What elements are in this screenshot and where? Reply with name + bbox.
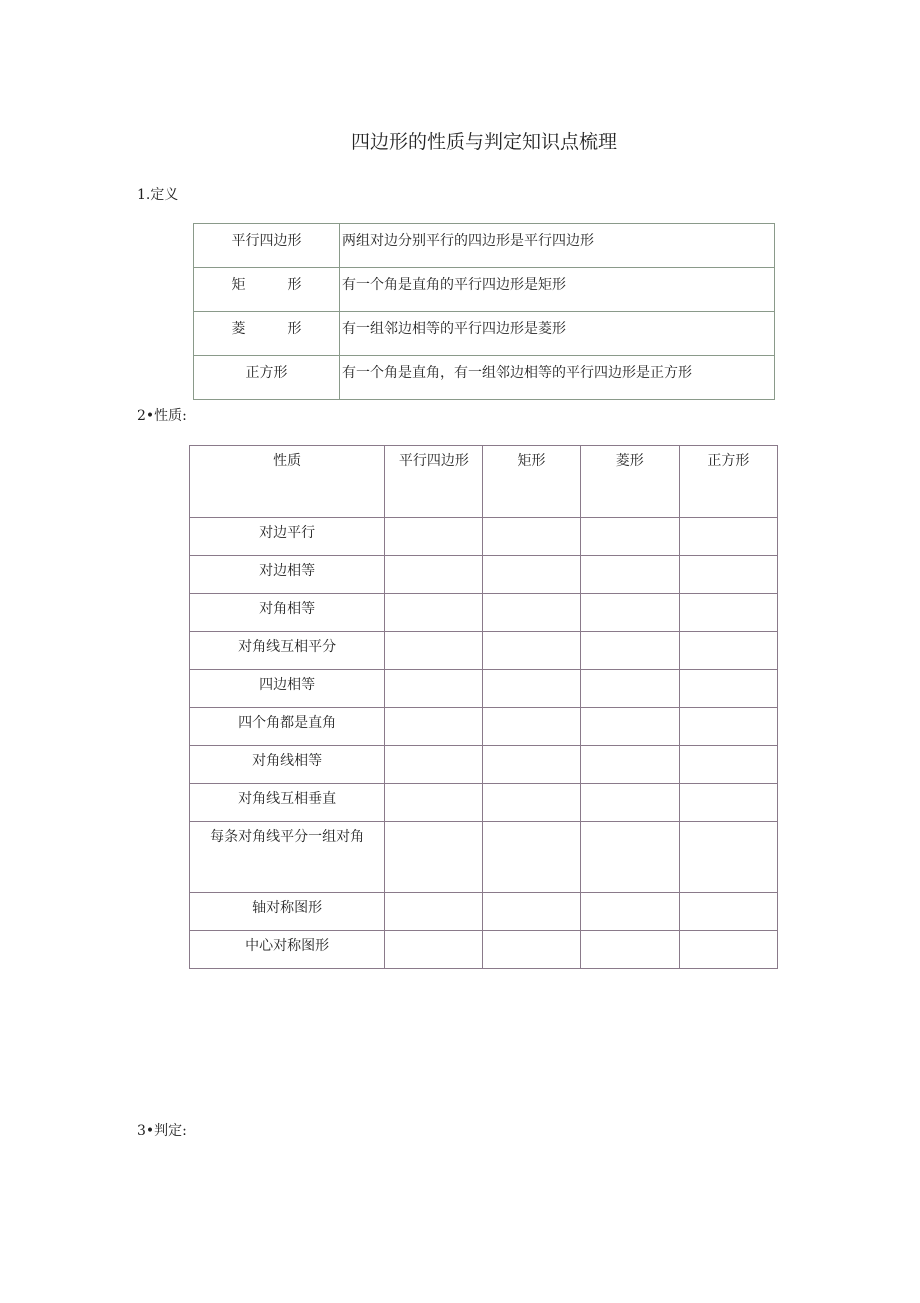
answer-cell[interactable] xyxy=(580,784,679,822)
answer-cell[interactable] xyxy=(580,931,679,969)
section-criteria-heading: 3•判定: xyxy=(137,1123,187,1139)
table-row xyxy=(190,784,778,822)
answer-cell[interactable] xyxy=(385,594,483,632)
property-name: 对角相等 xyxy=(190,594,385,632)
property-name: 对边相等 xyxy=(190,556,385,594)
property-name: 四个角都是直角 xyxy=(190,708,385,746)
answer-cell[interactable] xyxy=(679,594,777,632)
answer-cell[interactable] xyxy=(483,518,580,556)
answer-cell[interactable] xyxy=(483,746,580,784)
definitions-table xyxy=(193,223,775,400)
answer-cell[interactable] xyxy=(385,556,483,594)
answer-cell[interactable] xyxy=(483,556,580,594)
table-row xyxy=(190,822,778,893)
table-row xyxy=(190,556,778,594)
property-name: 中心对称图形 xyxy=(190,931,385,969)
answer-cell[interactable] xyxy=(679,931,777,969)
table-row xyxy=(190,746,778,784)
properties-table xyxy=(189,445,778,969)
property-name: 每条对角线平分一组对角 xyxy=(190,822,385,893)
table-row xyxy=(190,670,778,708)
answer-cell[interactable] xyxy=(580,893,679,931)
answer-cell[interactable] xyxy=(580,594,679,632)
answer-cell[interactable] xyxy=(679,822,777,893)
property-name: 轴对称图形 xyxy=(190,893,385,931)
answer-cell[interactable] xyxy=(679,784,777,822)
answer-cell[interactable] xyxy=(483,822,580,893)
answer-cell[interactable] xyxy=(679,518,777,556)
answer-cell[interactable] xyxy=(580,518,679,556)
property-name: 对角线互相垂直 xyxy=(190,784,385,822)
definition-term: 正方形 xyxy=(194,356,340,400)
definition-text: 有一个角是直角，有一组邻边相等的平行四边形是正方形 xyxy=(340,356,775,400)
answer-cell[interactable] xyxy=(679,893,777,931)
definition-row xyxy=(194,356,775,400)
answer-cell[interactable] xyxy=(385,518,483,556)
definition-row xyxy=(194,268,775,312)
property-name: 四边相等 xyxy=(190,670,385,708)
definition-row xyxy=(194,312,775,356)
definition-term: 菱 形 xyxy=(194,312,340,356)
answer-cell[interactable] xyxy=(385,784,483,822)
answer-cell[interactable] xyxy=(580,556,679,594)
answer-cell[interactable] xyxy=(483,784,580,822)
column-header: 正方形 xyxy=(679,446,777,518)
property-name: 对角线相等 xyxy=(190,746,385,784)
answer-cell[interactable] xyxy=(679,670,777,708)
answer-cell[interactable] xyxy=(385,670,483,708)
table-row xyxy=(190,632,778,670)
property-name: 对角线互相平分 xyxy=(190,632,385,670)
definition-term: 平行四边形 xyxy=(194,224,340,268)
answer-cell[interactable] xyxy=(580,708,679,746)
page-title: 四边形的性质与判定知识点梳理 xyxy=(350,131,617,153)
answer-cell[interactable] xyxy=(580,746,679,784)
answer-cell[interactable] xyxy=(483,670,580,708)
table-row xyxy=(190,708,778,746)
answer-cell[interactable] xyxy=(483,931,580,969)
definition-term: 矩 形 xyxy=(194,268,340,312)
answer-cell[interactable] xyxy=(580,822,679,893)
table-row xyxy=(190,518,778,556)
answer-cell[interactable] xyxy=(483,708,580,746)
answer-cell[interactable] xyxy=(385,632,483,670)
answer-cell[interactable] xyxy=(385,746,483,784)
definition-text: 有一个角是直角的平行四边形是矩形 xyxy=(340,268,775,312)
column-header: 菱形 xyxy=(580,446,679,518)
answer-cell[interactable] xyxy=(483,632,580,670)
section-definition-heading: 1.定义 xyxy=(137,187,179,203)
answer-cell[interactable] xyxy=(385,931,483,969)
answer-cell[interactable] xyxy=(580,670,679,708)
definition-text: 有一组邻边相等的平行四边形是菱形 xyxy=(340,312,775,356)
answer-cell[interactable] xyxy=(385,708,483,746)
definition-row xyxy=(194,224,775,268)
answer-cell[interactable] xyxy=(385,822,483,893)
answer-cell[interactable] xyxy=(483,893,580,931)
section-properties-heading: 2•性质: xyxy=(137,408,187,424)
column-header: 性质 xyxy=(190,446,385,518)
column-header: 矩形 xyxy=(483,446,580,518)
answer-cell[interactable] xyxy=(679,708,777,746)
table-header-row xyxy=(190,446,778,518)
table-row xyxy=(190,594,778,632)
answer-cell[interactable] xyxy=(580,632,679,670)
answer-cell[interactable] xyxy=(483,594,580,632)
answer-cell[interactable] xyxy=(385,893,483,931)
definition-text: 两组对边分别平行的四边形是平行四边形 xyxy=(340,224,775,268)
property-name: 对边平行 xyxy=(190,518,385,556)
column-header: 平行四边形 xyxy=(385,446,483,518)
answer-cell[interactable] xyxy=(679,632,777,670)
answer-cell[interactable] xyxy=(679,746,777,784)
table-row xyxy=(190,931,778,969)
answer-cell[interactable] xyxy=(679,556,777,594)
table-row xyxy=(190,893,778,931)
